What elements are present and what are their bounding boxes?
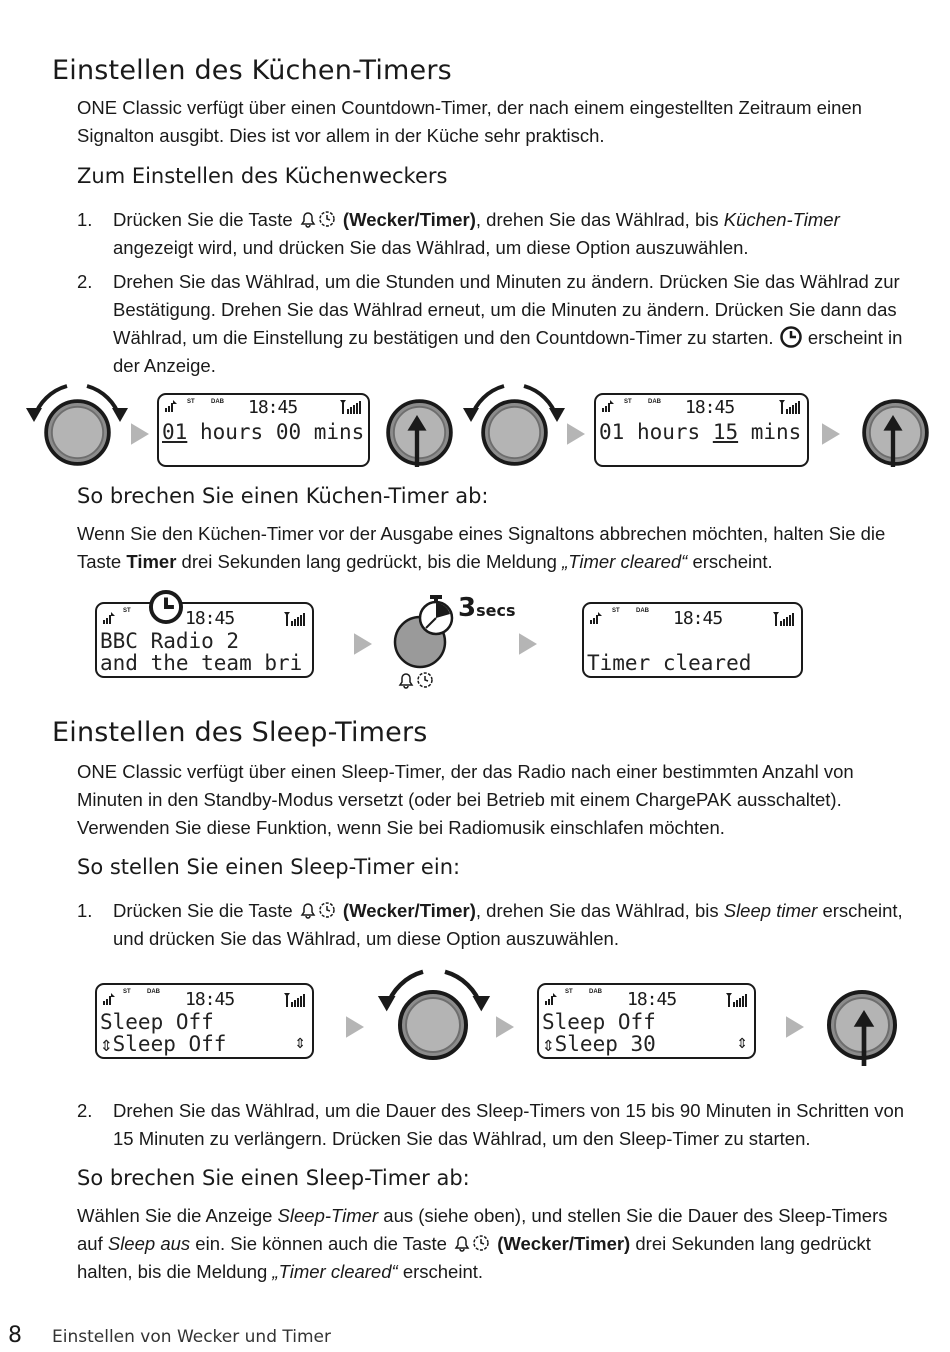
step-text: erscheint, und drücken Sie das Wählrad, um diese Option auszuwählen. — [113, 900, 903, 949]
signal-left-icon — [590, 612, 604, 624]
step-number: 1. — [77, 209, 93, 230]
next-arrow-icon — [519, 633, 537, 655]
lcd-display-bbc-radio — [95, 602, 314, 678]
press-arrow-icon — [850, 1000, 878, 1076]
signal-left-icon — [602, 400, 616, 412]
dial-knob[interactable] — [383, 975, 483, 1075]
st-indicator: ST — [565, 989, 573, 995]
display-line-2: and the team bri — [100, 651, 303, 675]
press-arrow-icon — [404, 412, 430, 470]
step-text: angezeigt wird, und drücken Sie das Wählrad, um diese Option auszuwählen. — [113, 237, 749, 258]
kitchen-timer-intro: ONE Classic verfügt über einen Countdown-Timer, der nach einem eingestellten Zeitraum einen Signalton ausgibt. Dies ist vor allem in der Küche sehr praktisch. — [77, 97, 862, 146]
display-line: 01 hours 15 mins — [599, 420, 802, 444]
display-time: 18:45 — [248, 397, 298, 418]
dial-knob[interactable] — [467, 385, 562, 480]
display-line-2: ⇕Sleep 30 — [542, 1032, 656, 1056]
bell-clock-icon — [298, 900, 338, 920]
st-indicator: ST — [123, 989, 131, 995]
step-text: Drücken Sie die Taste — [113, 900, 293, 921]
dab-indicator: DAB — [636, 608, 649, 614]
display-time: 18:45 — [185, 989, 235, 1010]
step-text: , drehen Sie das Wählrad, bis — [475, 209, 719, 230]
section-title-sleep-timer: Einstellen des Sleep-Timers — [52, 717, 428, 748]
display-time: 18:45 — [685, 397, 735, 418]
next-arrow-icon — [496, 1016, 514, 1038]
step-number: 2. — [77, 1100, 93, 1121]
display-line-1: Sleep Off — [100, 1010, 214, 1034]
display-line-1: Sleep Off — [542, 1010, 656, 1034]
lcd-display-sleep-off — [95, 983, 314, 1059]
signal-left-icon — [103, 993, 117, 1005]
step-text: Drehen Sie das Wählrad, um die Dauer des Sleep-Timers von 15 bis 90 Minuten in Schritten von 15 Minuten zu verlängern. Drücken Sie das Wählrad, um den Sleep-Timer zu starten. — [113, 1100, 905, 1149]
display-line-2: Timer cleared — [587, 651, 752, 675]
signal-strength-icon — [340, 400, 362, 414]
bell-clock-icon — [452, 1233, 492, 1253]
signal-left-icon — [165, 400, 179, 412]
display-line: 01 hours 00 mins — [162, 420, 365, 444]
sleep-cancel-text: Wählen Sie die Anzeige Sleep-Timer aus (siehe oben), und stellen Sie die Dauer des Sleep-Timers auf Sleep aus ein. Sie können auch die Taste (Wecker/Timer) drei Sekunden lang gedrückt halten, bis die Meldung „Timer cleared“ erscheint. — [77, 1205, 888, 1282]
lcd-display-hours-15 — [594, 393, 809, 467]
lcd-display-timer-cleared — [582, 602, 803, 678]
st-indicator: ST — [624, 399, 632, 405]
next-arrow-icon — [567, 423, 585, 445]
next-arrow-icon — [131, 423, 149, 445]
signal-left-icon — [103, 612, 117, 624]
footer-label: Einstellen von Wecker und Timer — [52, 1327, 331, 1347]
page-number: 8 — [8, 1323, 22, 1348]
display-line-2: ⇕Sleep Off — [100, 1032, 227, 1056]
stopwatch-icon — [416, 594, 456, 638]
signal-strength-icon — [773, 612, 795, 626]
lcd-display-sleep-30 — [537, 983, 756, 1059]
step-text: erscheint in der Anzeige. — [113, 327, 903, 376]
sleep-timer-subheading-set: So stellen Sie einen Sleep-Timer ein: — [77, 855, 461, 879]
kitchen-timer-subheading-set: Zum Einstellen des Küchenweckers — [77, 164, 448, 188]
secs-label: 3secs — [458, 593, 516, 623]
dab-indicator: DAB — [648, 399, 661, 405]
dab-indicator: DAB — [211, 399, 224, 405]
kitchen-timer-subheading-cancel: So brechen Sie einen Küchen-Timer ab: — [77, 484, 489, 508]
display-time: 18:45 — [673, 608, 723, 629]
next-arrow-icon — [354, 633, 372, 655]
display-time: 18:45 — [627, 989, 677, 1010]
display-line-1: BBC Radio 2 — [100, 629, 240, 653]
signal-strength-icon — [284, 612, 306, 626]
dab-indicator: DAB — [589, 989, 602, 995]
lcd-display-hours-00 — [157, 393, 370, 467]
signal-strength-icon — [779, 400, 801, 414]
step-text: , drehen Sie das Wählrad, bis — [475, 900, 719, 921]
step-text: Drücken Sie die Taste — [113, 209, 293, 230]
bell-clock-icon — [298, 209, 338, 229]
scroll-indicator-icon: ⇕ — [294, 1035, 306, 1051]
st-indicator: ST — [123, 608, 131, 614]
scroll-indicator-icon: ⇕ — [736, 1035, 748, 1051]
dab-indicator: DAB — [147, 989, 160, 995]
step-text: Drehen Sie das Wählrad, um die Stunden und Minuten zu ändern. Drücken Sie das Wählrad zur Bestätigung. Drehen Sie das Wählrad erneut, um die Minuten zu ändern. Drücken Sie dann das Wählrad, um die Einstellung zu bestätigen und den Countdown-Timer zu starten. — [113, 271, 900, 348]
clock-icon — [147, 588, 185, 626]
display-time: 18:45 — [185, 608, 235, 629]
sleep-timer-subheading-cancel: So brechen Sie einen Sleep-Timer ab: — [77, 1166, 470, 1190]
step-number: 1. — [77, 900, 93, 921]
signal-left-icon — [545, 993, 559, 1005]
next-arrow-icon — [822, 423, 840, 445]
signal-strength-icon — [284, 993, 306, 1007]
next-arrow-icon — [346, 1016, 364, 1038]
st-indicator: ST — [612, 608, 620, 614]
step-button-name: (Wecker/Timer) — [342, 900, 476, 921]
bell-clock-icon — [395, 670, 437, 690]
step-button-name: (Wecker/Timer) — [342, 209, 476, 230]
clock-icon — [779, 325, 803, 349]
st-indicator: ST — [187, 399, 195, 405]
sleep-timer-intro: ONE Classic verfügt über einen Sleep-Timer, der das Radio nach einer bestimmten Anzahl von Minuten in den Standby-Modus versetzt (oder bei Betrieb mit einem ChargePAK ausschaltet). Verwenden Sie diese Funktion, wenn Sie bei Radiomusik einschlafen möchten. — [77, 761, 854, 838]
step-option-name: Sleep timer — [723, 900, 818, 921]
section-title-kitchen-timer: Einstellen des Küchen-Timers — [52, 55, 452, 86]
signal-strength-icon — [726, 993, 748, 1007]
dial-knob[interactable] — [30, 385, 125, 480]
press-arrow-icon — [880, 412, 906, 470]
kitchen-cancel-text: Wenn Sie den Küchen-Timer vor der Ausgabe eines Signaltons abbrechen möchten, halten Sie die Taste Timer drei Sekunden lang gedrückt, bis die Meldung „Timer cleared“ erscheint. — [77, 523, 886, 572]
next-arrow-icon — [786, 1016, 804, 1038]
step-number: 2. — [77, 271, 93, 292]
step-option-name: Küchen-Timer — [723, 209, 840, 230]
